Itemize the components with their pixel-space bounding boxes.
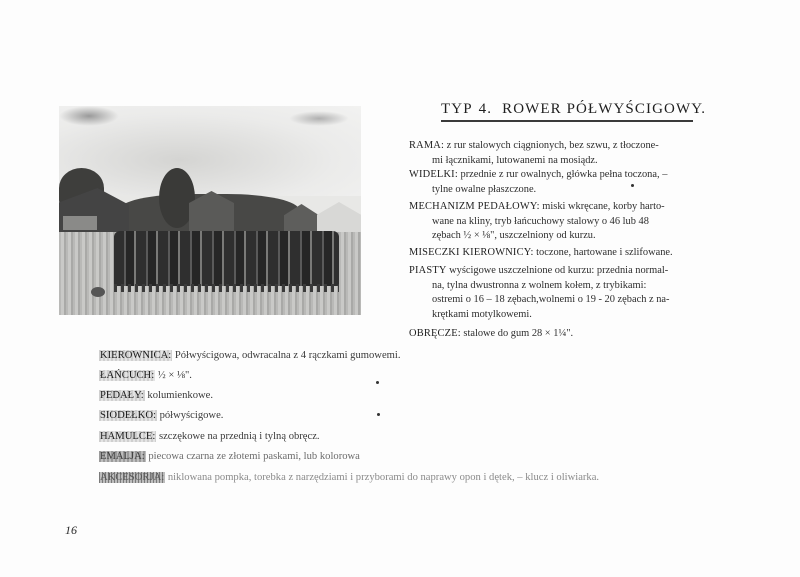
spec-siodelko [99, 410, 223, 421]
spec-text: wyścigowe uszczelnione od kurzu: przednia normal- [446, 265, 669, 276]
spec-label: MISECZKI KIEROWNICY: [409, 247, 534, 258]
photo-cyclists-group [114, 231, 339, 286]
print-speck [631, 184, 634, 187]
spec-piasty [409, 264, 739, 322]
spec-mechanizm [409, 200, 739, 244]
spec-label: MECHANIZM PEDAŁOWY: [409, 201, 540, 212]
spec-widelki [409, 168, 739, 197]
spec-text: krętkami motylkowemi. [432, 308, 532, 320]
page-number: 16 [65, 523, 77, 537]
spec-emalja [99, 451, 360, 462]
spec-label: HAMULCE: [100, 431, 156, 442]
title-text: ROWER PÓŁWYŚCIGOWY. [502, 101, 707, 117]
spec-value: półwyścigowe. [156, 410, 224, 421]
spec-miseczki [409, 246, 739, 261]
spec-text: zębach ½ × ⅛", uszczelniony od kurzu. [432, 230, 596, 241]
spec-text: na, tylna dwustronna z wolnem kołem, z trybikami: [432, 279, 647, 291]
photo-stain [289, 111, 349, 126]
photo-house [317, 202, 361, 234]
spec-label: ŁAŃCUCH: [100, 370, 155, 381]
spec-value: szczękowe na przednią i tylną obręcz. [156, 431, 320, 442]
cyclists-photo [59, 106, 361, 315]
spec-value: Półwyścigowa, odwracalna z 4 rączkami gumowemi. [172, 350, 401, 361]
spec-hamulce [99, 431, 320, 442]
spec-label: OBRĘCZE: [409, 328, 461, 339]
spec-text: mi łącznikami, lutowanemi na mosiądz. [432, 154, 598, 166]
photo-stain [59, 106, 119, 126]
spec-label: WIDELKI: [409, 169, 458, 180]
photo-bicycle-wheels [114, 284, 339, 292]
spec-label: EMALJA: [100, 451, 145, 462]
spec-text: z rur stalowych ciągnionych, bez szwu, z tłoczone- [444, 140, 659, 151]
spec-pedaly [99, 390, 213, 401]
title-number: 4. [478, 101, 493, 117]
spec-value: niklowana pompka, torebka z narzędziami i przyborami do naprawy opon i dętek, – klucz i oliwiarka. [165, 472, 600, 483]
spec-text: ostremi o 16 – 18 zębach,wolnemi o 19 - 20 zębach z na- [432, 294, 670, 305]
spec-rama [409, 139, 739, 168]
print-speck [376, 381, 379, 384]
spec-text: tylne owalne płaszczone. [432, 183, 537, 195]
spec-label: AKCESORJA: [100, 472, 165, 483]
spec-kierownica [99, 350, 401, 361]
spec-lancuch [99, 370, 192, 381]
spec-label: PEDAŁY: [100, 390, 144, 401]
spec-value: kolumienkowe. [144, 390, 214, 401]
photo-stone [91, 287, 105, 297]
spec-text: miski wkręcane, korby harto- [539, 201, 665, 212]
spec-akcesorja [99, 472, 599, 483]
print-speck [377, 413, 380, 416]
spec-label: RAMA: [409, 140, 445, 151]
spec-value: piecowa czarna ze złotemi paskami, lub kolorowa [145, 451, 360, 462]
photo-house-window [63, 216, 97, 230]
spec-label: KIEROWNICA: [100, 350, 172, 361]
spec-text: przednie z rur owalnych, główka pełna toczona, – [457, 169, 668, 180]
spec-label: SIODEŁKO: [100, 410, 156, 421]
spec-label: PIASTY [409, 265, 447, 276]
page-title [441, 101, 707, 122]
spec-obrecze [409, 327, 739, 342]
spec-text: toczone, hartowane i szlifowane. [533, 247, 673, 258]
spec-text: stalowe do gum 28 × 1¼". [460, 328, 574, 339]
spec-value: ½ × ⅛". [155, 370, 192, 381]
title-prefix: TYP [441, 101, 473, 117]
spec-text: wane na kliny, tryb łańcuchowy stalowy o 46 lub 48 [432, 215, 649, 227]
